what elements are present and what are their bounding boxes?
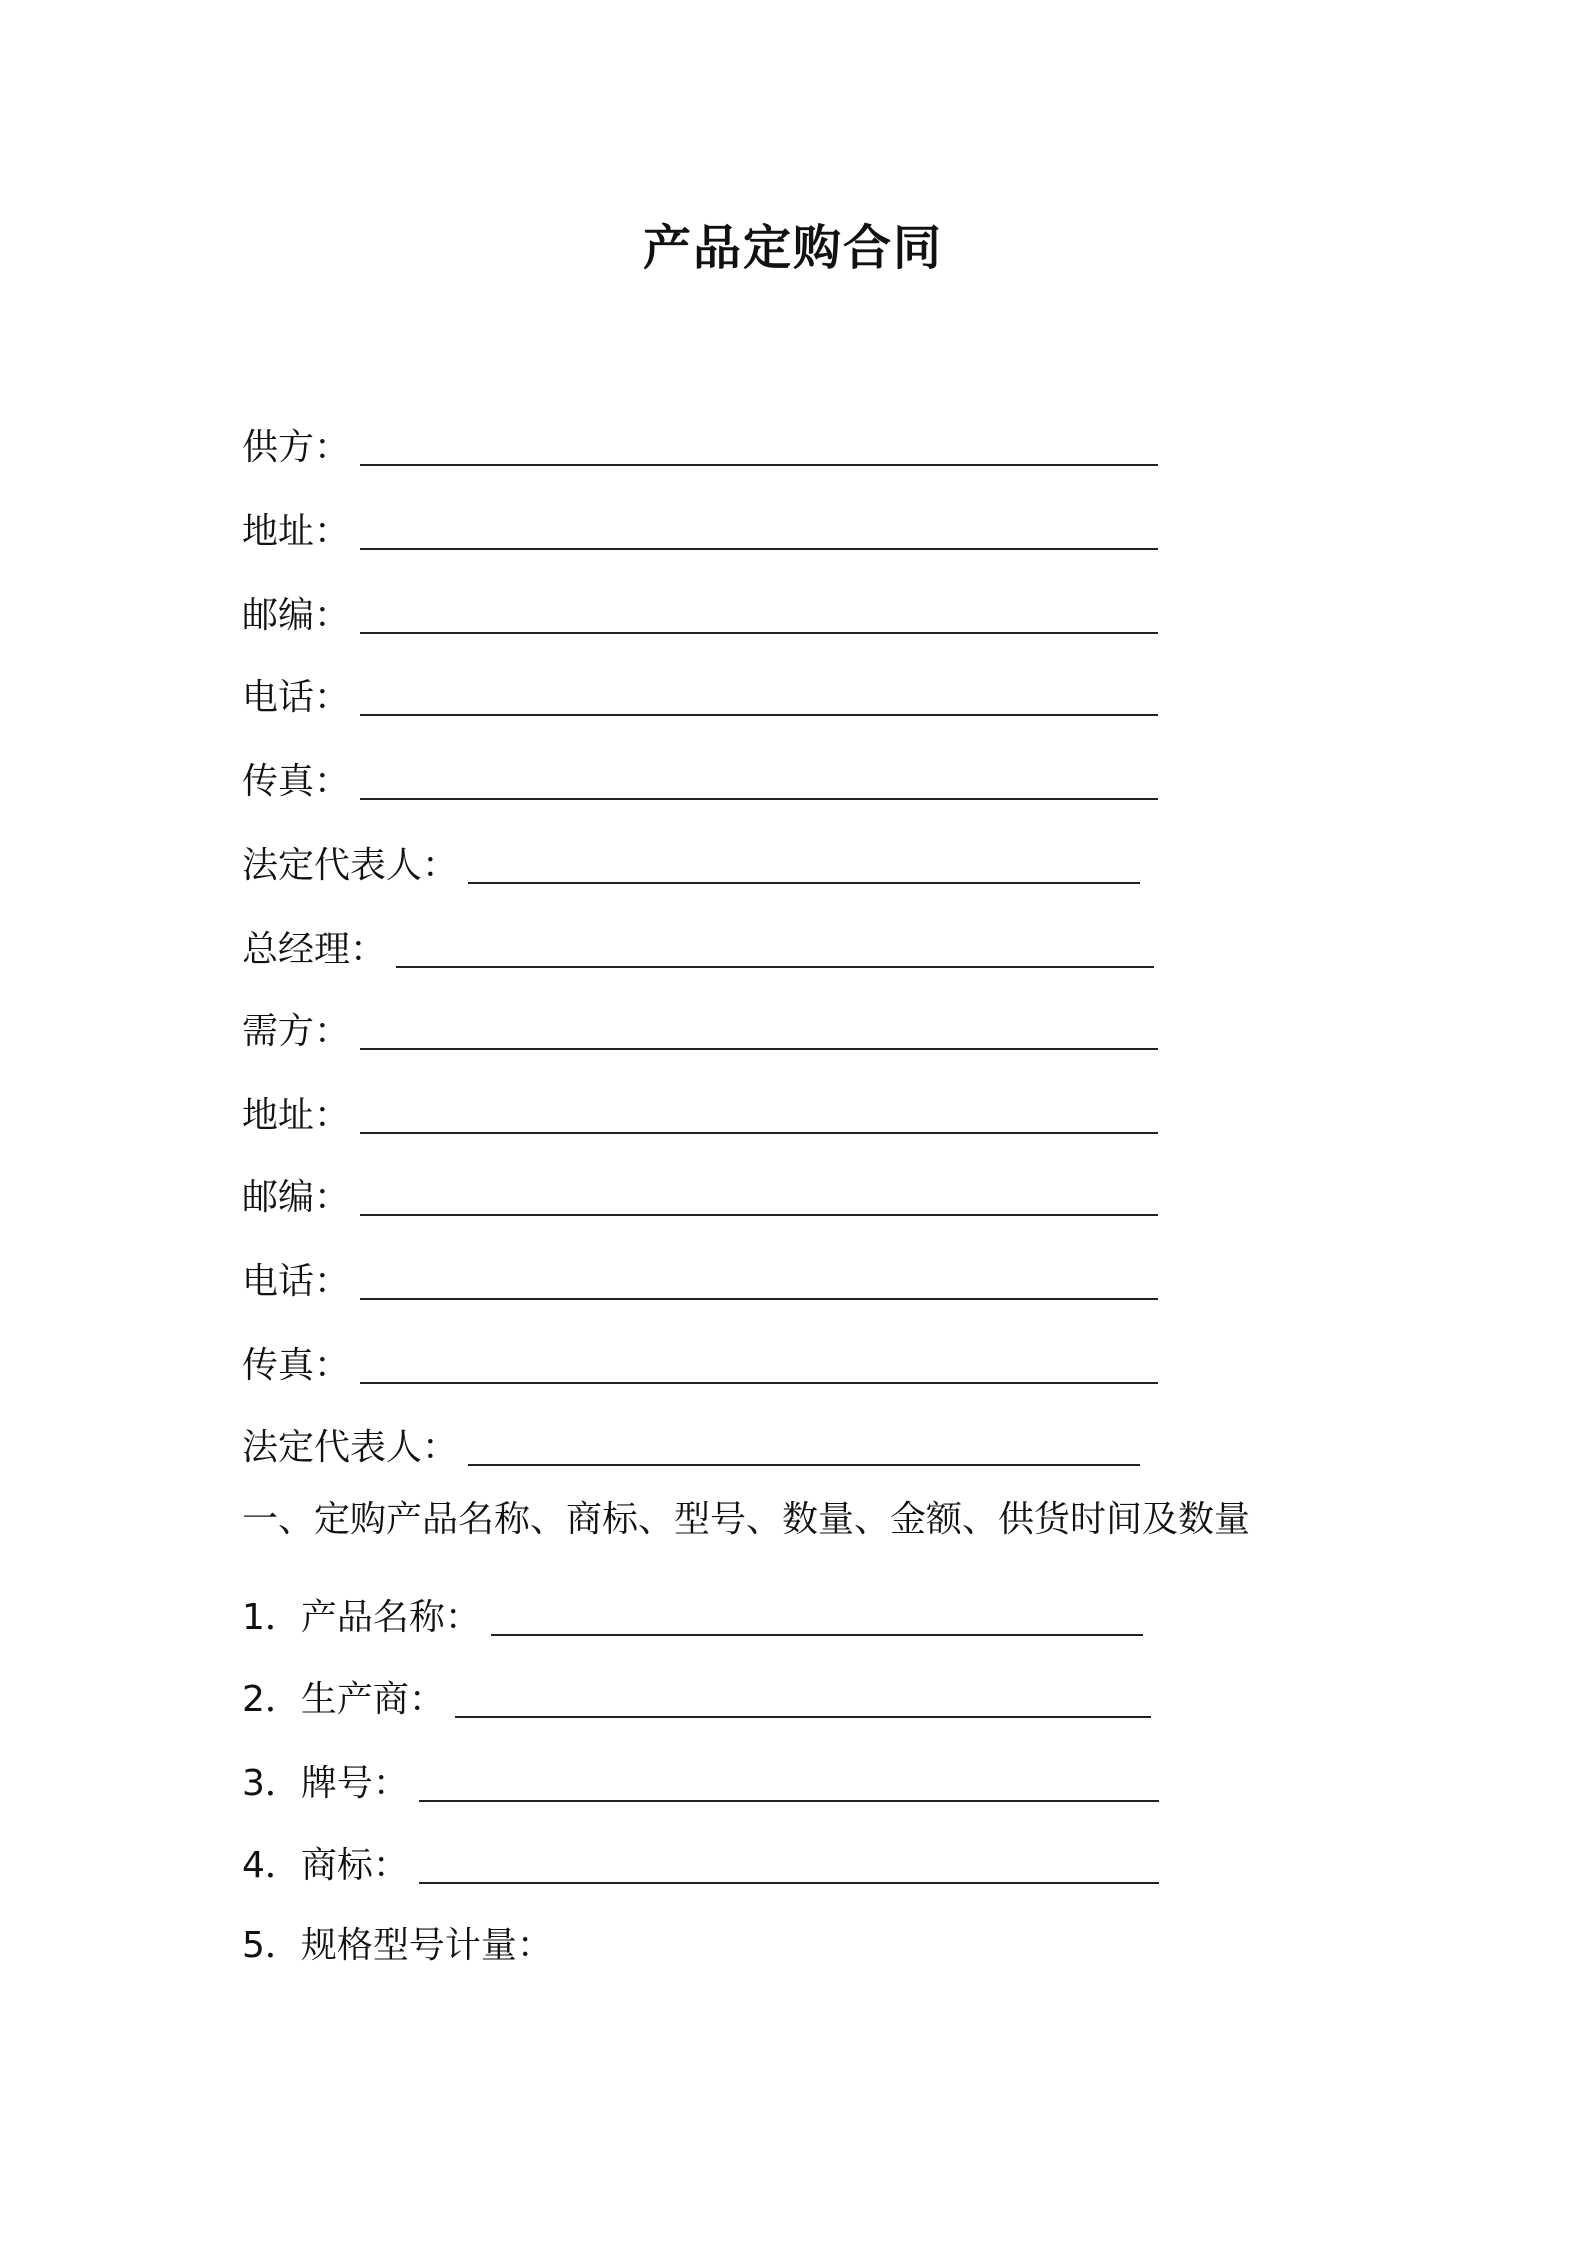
field-label: 5．规格型号计量： <box>242 1925 553 1966</box>
buyer-address-field <box>242 1080 1158 1140</box>
fill-in-line[interactable] <box>360 1180 1158 1216</box>
field-label: 法定代表人： <box>242 1427 459 1468</box>
field-label: 1．产品名称： <box>242 1597 481 1638</box>
field-label: 4．商标： <box>242 1845 409 1886</box>
fill-in-line[interactable] <box>360 1264 1158 1300</box>
field-label: 地址： <box>242 1095 351 1136</box>
fill-in-line[interactable] <box>360 1014 1158 1050</box>
field-label: 邮编： <box>242 1177 351 1218</box>
field-label: 传真： <box>242 761 351 802</box>
field-label: 供方： <box>242 427 351 468</box>
supplier-fax-field <box>242 746 1158 806</box>
fill-in-line[interactable] <box>419 1848 1159 1884</box>
field-label: 传真： <box>242 1345 351 1386</box>
supplier-phone-field <box>242 662 1158 722</box>
section-heading: 一、定购产品名称、商标、型号、数量、金额、供货时间及数量 <box>242 1499 1251 1540</box>
field-label: 地址： <box>242 511 351 552</box>
fill-in-line[interactable] <box>396 932 1154 968</box>
field-label: 电话： <box>242 1261 351 1302</box>
fill-in-line[interactable] <box>360 764 1158 800</box>
field-label: 需方： <box>242 1011 351 1052</box>
fill-in-line[interactable] <box>419 1766 1159 1802</box>
trademark-field <box>242 1830 1159 1890</box>
fill-in-line[interactable] <box>491 1600 1143 1636</box>
field-label: 法定代表人： <box>242 845 459 886</box>
fill-in-line[interactable] <box>360 430 1158 466</box>
field-label: 2．生产商： <box>242 1679 445 1720</box>
supplier-postcode-field <box>242 580 1158 640</box>
fill-in-line[interactable] <box>360 598 1158 634</box>
buyer-legal-rep-field <box>242 1412 1140 1472</box>
supplier-general-manager-field <box>242 914 1154 974</box>
fill-in-line[interactable] <box>360 680 1158 716</box>
fill-in-line[interactable] <box>360 514 1158 550</box>
buyer-fax-field <box>242 1330 1158 1390</box>
field-label: 电话： <box>242 677 351 718</box>
page-title: 产品定购合同 <box>642 220 943 276</box>
buyer-postcode-field <box>242 1162 1158 1222</box>
fill-in-line[interactable] <box>360 1348 1158 1384</box>
supplier-legal-rep-field <box>242 830 1140 890</box>
spec-model-measure-field <box>242 1910 553 1970</box>
fill-in-line[interactable] <box>360 1098 1158 1134</box>
fill-in-line[interactable] <box>455 1682 1151 1718</box>
field-label: 总经理： <box>242 929 387 970</box>
field-label: 3．牌号： <box>242 1763 409 1804</box>
buyer-phone-field <box>242 1246 1158 1306</box>
manufacturer-field <box>242 1664 1151 1724</box>
product-name-field <box>242 1582 1143 1642</box>
fill-in-line[interactable] <box>468 848 1140 884</box>
grade-field <box>242 1748 1159 1808</box>
field-label: 邮编： <box>242 595 351 636</box>
buyer-name-field <box>242 996 1158 1056</box>
supplier-name-field <box>242 412 1158 472</box>
supplier-address-field <box>242 496 1158 556</box>
fill-in-line[interactable] <box>468 1430 1140 1466</box>
